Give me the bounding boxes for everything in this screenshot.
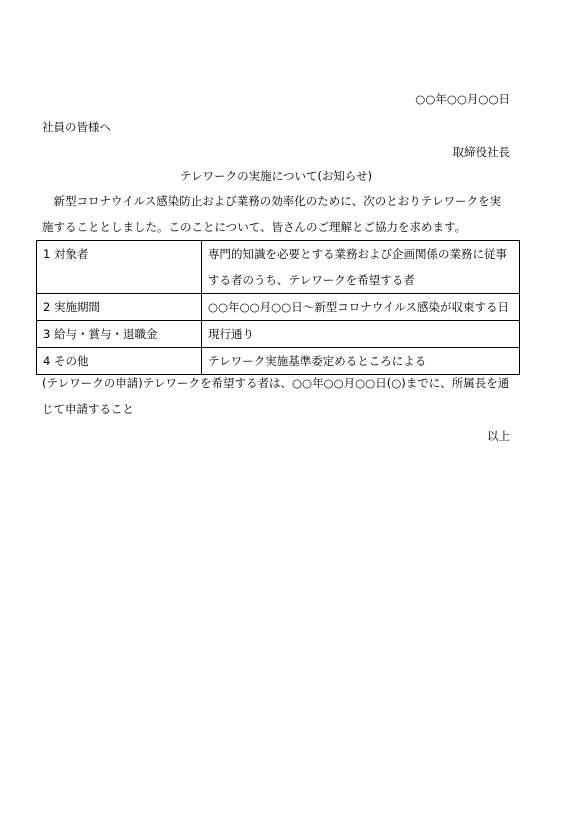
table-cell-label: 4 その他: [37, 348, 202, 375]
table-cell-label: 2 実施期間: [37, 294, 202, 321]
table-row: [37, 294, 520, 321]
table-cell-label: 3 給与・賞与・退職金: [37, 321, 202, 348]
sender-line: 取締役社長: [452, 145, 510, 159]
document-date: ○○年○○月○○日: [415, 92, 510, 106]
recipient-line: 社員の皆様へ: [42, 120, 111, 134]
table-cell-label: 1 対象者: [37, 241, 202, 294]
document-title: テレワークの実施について(お知らせ): [179, 169, 373, 183]
closing-mark: 以上: [487, 429, 510, 443]
table-row: [37, 241, 520, 294]
table-row: [37, 321, 520, 348]
application-note: (テレワークの申請)テレワークを希望する者は、○○年○○月○○日(○)までに、所属長を通じて申請すること: [42, 376, 510, 416]
intro-paragraph: 新型コロナウイルス感染防止および業務の効率化のために、次のとおりテレワークを実施することとしました。このことについて、皆さんのご理解とご協力を求めます。: [42, 194, 502, 234]
table-cell-value: テレワーク実施基準委定めるところによる: [202, 348, 520, 375]
table-cell-value: 現行通り: [202, 321, 520, 348]
details-table: [36, 240, 520, 375]
table-cell-value: 専門的知識を必要とする業務および企画関係の業務に従事する者のうち、テレワークを希望する者: [202, 241, 520, 294]
table-cell-value: ○○年○○月○○日～新型コロナウイルス感染が収束する日: [202, 294, 520, 321]
